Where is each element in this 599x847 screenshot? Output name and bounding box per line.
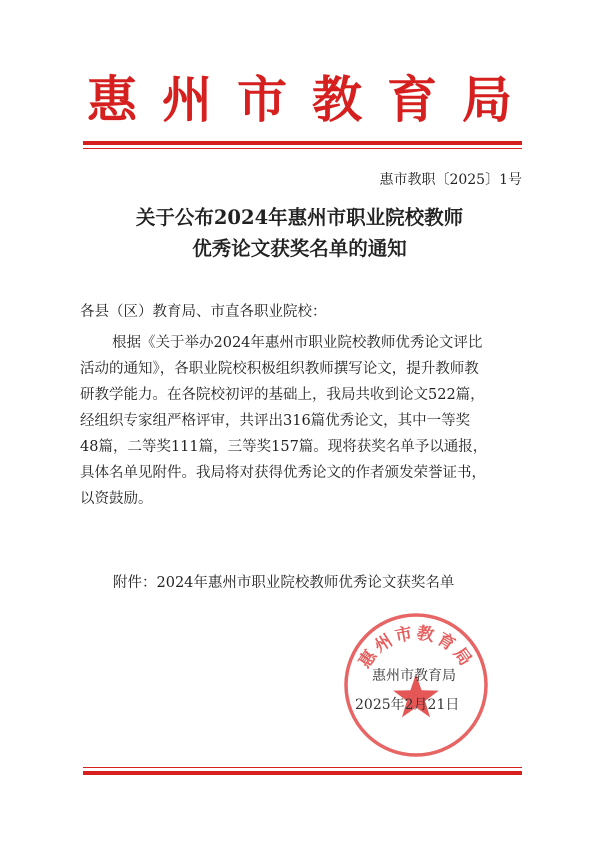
body-line: 具体名单见附件。我局将对获得优秀论文的作者颁发荣誉证书， xyxy=(80,465,486,481)
body-line: 活动的通知》，各职业院校积极组织教师撰写论文，提升教师教 xyxy=(80,361,479,377)
document-title xyxy=(80,202,519,264)
letterhead-top-rule-thin xyxy=(83,148,522,149)
attachment-line: 附件：2024年惠州市职业院校教师优秀论文获奖名单 xyxy=(113,575,455,591)
footer-rule-thick xyxy=(83,771,522,775)
salutation: 各县（区）教育局、市直各职业院校： xyxy=(80,304,327,320)
document-title-line: 优秀论文获奖名单的通知 xyxy=(192,237,407,260)
document-number: 惠市教职〔2025〕1号 xyxy=(379,172,522,188)
body-line: 研教学能力。在各院校初评的基础上，我局共收到论文522篇， xyxy=(80,387,485,403)
letterhead-title: 惠州市教育局 xyxy=(87,70,537,129)
body-line: 根据《关于举办2024年惠州市职业院校教师优秀论文评比 xyxy=(112,335,483,351)
letterhead-top-rule-thick xyxy=(83,141,522,145)
body-paragraph xyxy=(80,330,520,512)
body-line: 以资鼓励。 xyxy=(80,491,153,507)
svg-text:惠州市教育局: 惠州市教育局 xyxy=(355,623,477,672)
body-line: 经组织专家组严格评审，共评出316篇优秀论文，其中一等奖 xyxy=(80,413,471,429)
signature-text: 惠州市教育局 xyxy=(372,668,456,684)
footer-rule-thin xyxy=(83,767,522,768)
document-date: 2025年2月21日 xyxy=(355,697,460,713)
body-line: 48篇，二等奖111篇，三等奖157篇。现将获奖名单予以通报， xyxy=(80,439,488,455)
document-title-line: 关于公布2024年惠州市职业院校教师 xyxy=(135,206,464,229)
official-seal xyxy=(341,610,491,760)
